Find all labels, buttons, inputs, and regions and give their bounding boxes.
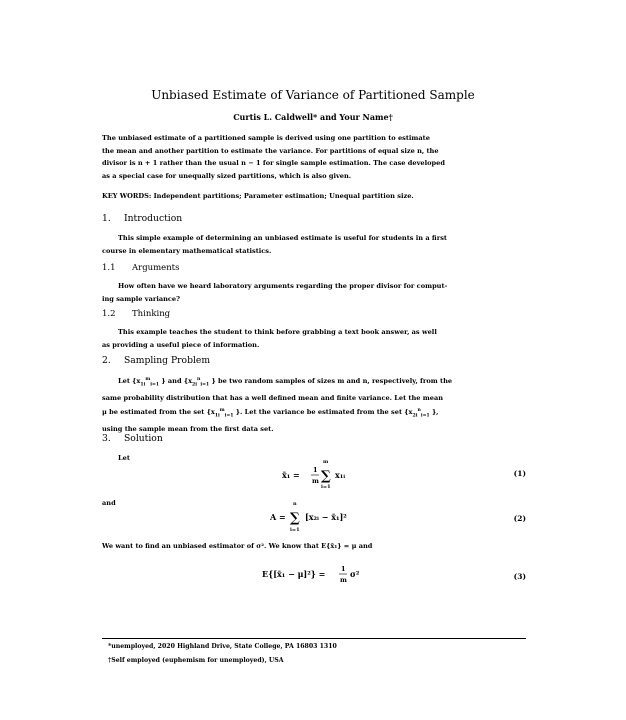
section-1-1-line-2: ing sample variance? [102, 294, 180, 303]
sum-icon: ∑ [290, 511, 300, 526]
section-1-1-heading [102, 263, 179, 273]
eq1-sum-bot: i=1 [321, 484, 331, 490]
equation-3 [262, 560, 382, 592]
footnote-2: †Self employed (euphemism for unemployed), USA [108, 657, 284, 664]
section-2-line-2: same probability distribution that has a well defined mean and finite variance. Let the mean [102, 394, 444, 403]
section-title: Introduction [124, 213, 183, 224]
section-1-line-2: course in elementary mathematical statistics. [102, 246, 272, 255]
section-3-we-want: We want to find an unbiased estimator of σ². We know that E{x̄₁} = μ and [102, 542, 373, 550]
equation-1-graphic [282, 458, 362, 494]
section-2-text [102, 374, 526, 435]
section-number: 2. [102, 355, 111, 366]
eq1-rhs: x₁ᵢ [335, 470, 346, 480]
section-1-2-text [102, 326, 526, 351]
abstract-line-4: as a special case for unequally sized partitions, which is also given. [102, 171, 352, 180]
section-number: 1. [102, 213, 111, 224]
section-number: 1.1 [102, 263, 116, 273]
section-1-heading [102, 213, 182, 224]
equation-3-graphic [262, 560, 382, 590]
section-2-heading [102, 355, 210, 366]
section-title: Solution [124, 433, 163, 444]
abstract-line-3: divisor is n + 1 rather than the usual n − 1 for single sample estimation. The case developed [102, 159, 445, 168]
eq1-frac-num: 1 [313, 466, 318, 474]
eq2-lhs: A = [270, 512, 286, 522]
eq3-rhs: σ² [350, 569, 360, 579]
eq3-frac-num: 1 [341, 565, 346, 573]
equation-1 [282, 458, 362, 496]
equation-3-number: (3) [513, 572, 526, 581]
section-number: 1.2 [102, 309, 116, 319]
equation-1-number: (1) [513, 469, 526, 478]
section-1-line-1: This simple example of determining an unbiased estimate is useful for students in a first [118, 234, 447, 242]
paper-title: Unbiased Estimate of Variance of Partitioned Sample [151, 88, 475, 102]
section-number: 3. [102, 433, 111, 444]
section-1-text [102, 232, 526, 257]
section-3-heading [102, 433, 163, 444]
section-title: Arguments [132, 263, 180, 273]
section-3-and: and [102, 499, 116, 507]
eq2-sum-top: n [293, 501, 297, 507]
keywords: KEY WORDS: Independent partitions; Parameter estimation; Unequal partition size. [102, 192, 414, 200]
section-1-2-line-1: This example teaches the student to think before grabbing a text book answer, as well [118, 328, 437, 336]
equation-2 [270, 500, 380, 540]
footnote-rule [102, 638, 526, 639]
section-1-2-line-2: as providing a useful piece of information. [102, 340, 260, 349]
section-1-1-text [102, 280, 526, 305]
section-title: Thinking [132, 309, 171, 319]
eq3-lhs: E{[x̄₁ − μ]²} = [262, 569, 326, 579]
section-2-line-1: Let {$x_{1i}^m_{i=1}$ } and {$x_{2i}^n_{i=1}$ } be two random samples of sizes m and n, respectively, from the [118, 377, 453, 388]
section-1-2-heading [102, 309, 170, 319]
eq1-lhs: x̄₁ = [282, 470, 300, 480]
eq2-sum-bot: i=1 [290, 527, 300, 533]
abstract-line-2: the mean and another partition to estimate the variance. For partitions of equal size n, the [102, 146, 439, 155]
section-2-line-4: using the sample mean from the first data set. [102, 424, 274, 433]
sum-icon: ∑ [321, 469, 331, 484]
section-title: Sampling Problem [124, 355, 211, 366]
abstract-line-1: The unbiased estimate of a partitioned sample is derived using one partition to estimate [102, 134, 430, 142]
eq2-rhs: [x₂ᵢ − x̄₁]² [305, 512, 347, 522]
section-2-line-3: μ be estimated from the set {$x_{1i}^m_{i=1}$ }. Let the variance be estimated from the set {$x_{2i}^n_{i=1}$ }, [102, 407, 439, 419]
paper-authors: Curtis L. Caldwell* and Your Name† [233, 112, 393, 122]
eq3-frac-den: m [340, 576, 347, 584]
section-3-let: Let [118, 454, 130, 462]
footnote-1: *unemployed, 2020 Highland Drive, State College, PA 16803 1310 [108, 643, 337, 650]
equation-2-graphic [270, 500, 380, 538]
abstract [102, 132, 526, 182]
eq1-frac-den: m [312, 477, 319, 485]
section-1-1-line-1: How often have we heard laboratory arguments regarding the proper divisor for comput- [118, 282, 448, 290]
equation-2-number: (2) [513, 514, 526, 523]
eq1-sum-top: m [323, 459, 329, 465]
